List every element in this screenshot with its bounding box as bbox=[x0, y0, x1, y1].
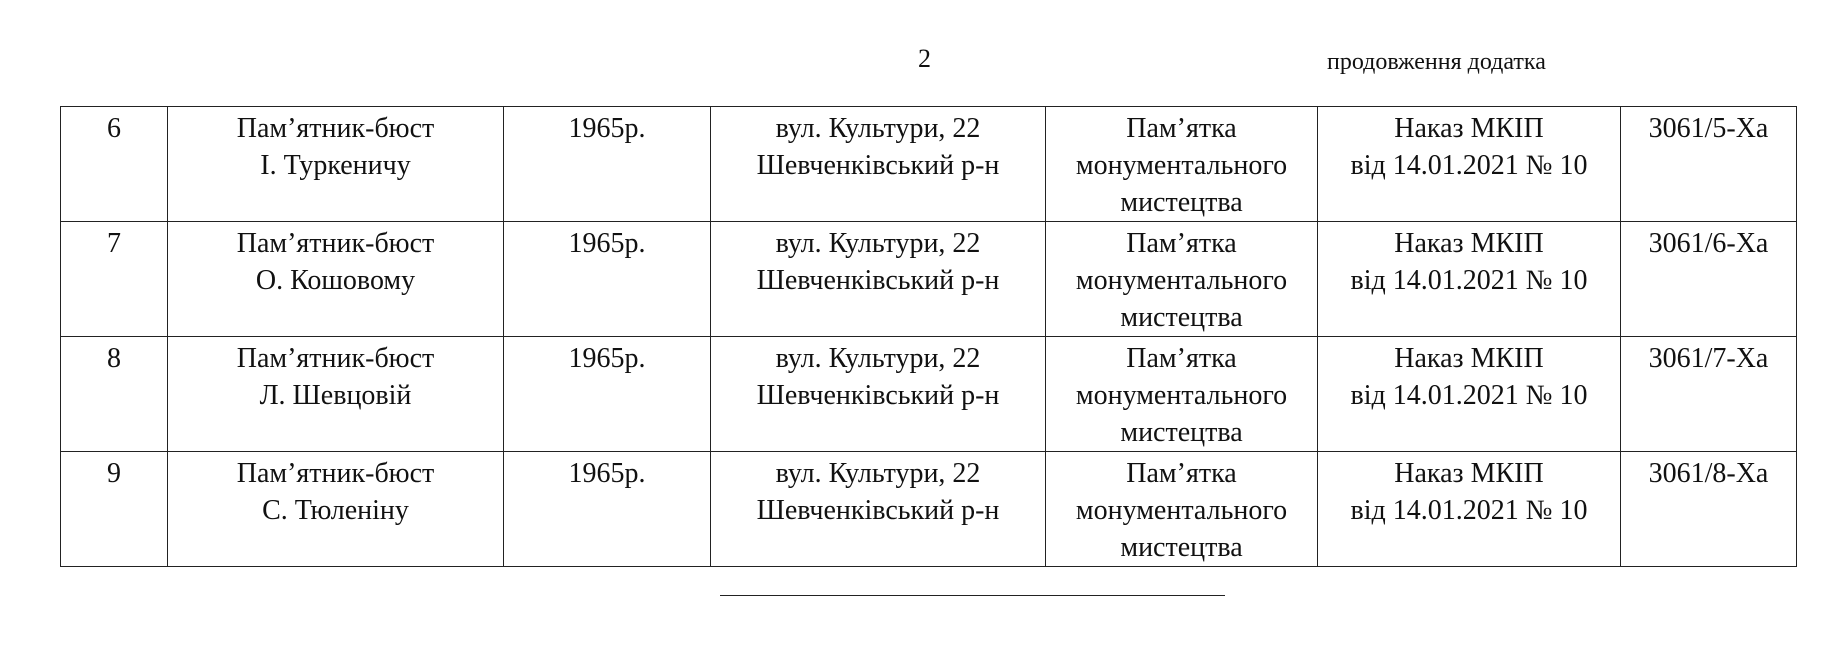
monument-type-cell: Пам’ятка монументального мистецтва bbox=[1046, 452, 1318, 567]
end-of-document-line bbox=[720, 595, 1225, 596]
registry-code-cell: 3061/6-Ха bbox=[1621, 222, 1797, 337]
table-row bbox=[61, 452, 1797, 567]
registry-code-cell: 3061/5-Ха bbox=[1621, 107, 1797, 222]
year-cell: 1965р. bbox=[504, 107, 711, 222]
page-number: 2 bbox=[918, 44, 931, 73]
table-row bbox=[61, 337, 1797, 452]
monument-type-cell: Пам’ятка монументального мистецтва bbox=[1046, 107, 1318, 222]
monuments-table bbox=[60, 106, 1797, 567]
order-cell: Наказ МКІП від 14.01.2021 № 10 bbox=[1318, 222, 1621, 337]
order-cell: Наказ МКІП від 14.01.2021 № 10 bbox=[1318, 337, 1621, 452]
table-row bbox=[61, 107, 1797, 222]
continuation-note: продовження додатка bbox=[1327, 49, 1546, 75]
year-cell: 1965р. bbox=[504, 222, 711, 337]
address-cell: вул. Культури, 22 Шевченківський р-н bbox=[711, 222, 1046, 337]
table-row bbox=[61, 222, 1797, 337]
registry-code-cell: 3061/7-Ха bbox=[1621, 337, 1797, 452]
row-number-cell: 8 bbox=[61, 337, 168, 452]
monument-type-cell: Пам’ятка монументального мистецтва bbox=[1046, 337, 1318, 452]
address-cell: вул. Культури, 22 Шевченківський р-н bbox=[711, 452, 1046, 567]
order-cell: Наказ МКІП від 14.01.2021 № 10 bbox=[1318, 452, 1621, 567]
year-cell: 1965р. bbox=[504, 337, 711, 452]
monument-type-cell: Пам’ятка монументального мистецтва bbox=[1046, 222, 1318, 337]
registry-code-cell: 3061/8-Ха bbox=[1621, 452, 1797, 567]
monument-name-cell: Пам’ятник-бюст С. Тюленіну bbox=[168, 452, 504, 567]
row-number-cell: 6 bbox=[61, 107, 168, 222]
year-cell: 1965р. bbox=[504, 452, 711, 567]
monument-name-cell: Пам’ятник-бюст І. Туркеничу bbox=[168, 107, 504, 222]
order-cell: Наказ МКІП від 14.01.2021 № 10 bbox=[1318, 107, 1621, 222]
address-cell: вул. Культури, 22 Шевченківський р-н bbox=[711, 337, 1046, 452]
monument-name-cell: Пам’ятник-бюст Л. Шевцовій bbox=[168, 337, 504, 452]
row-number-cell: 7 bbox=[61, 222, 168, 337]
monument-name-cell: Пам’ятник-бюст О. Кошовому bbox=[168, 222, 504, 337]
row-number-cell: 9 bbox=[61, 452, 168, 567]
address-cell: вул. Культури, 22 Шевченківський р-н bbox=[711, 107, 1046, 222]
